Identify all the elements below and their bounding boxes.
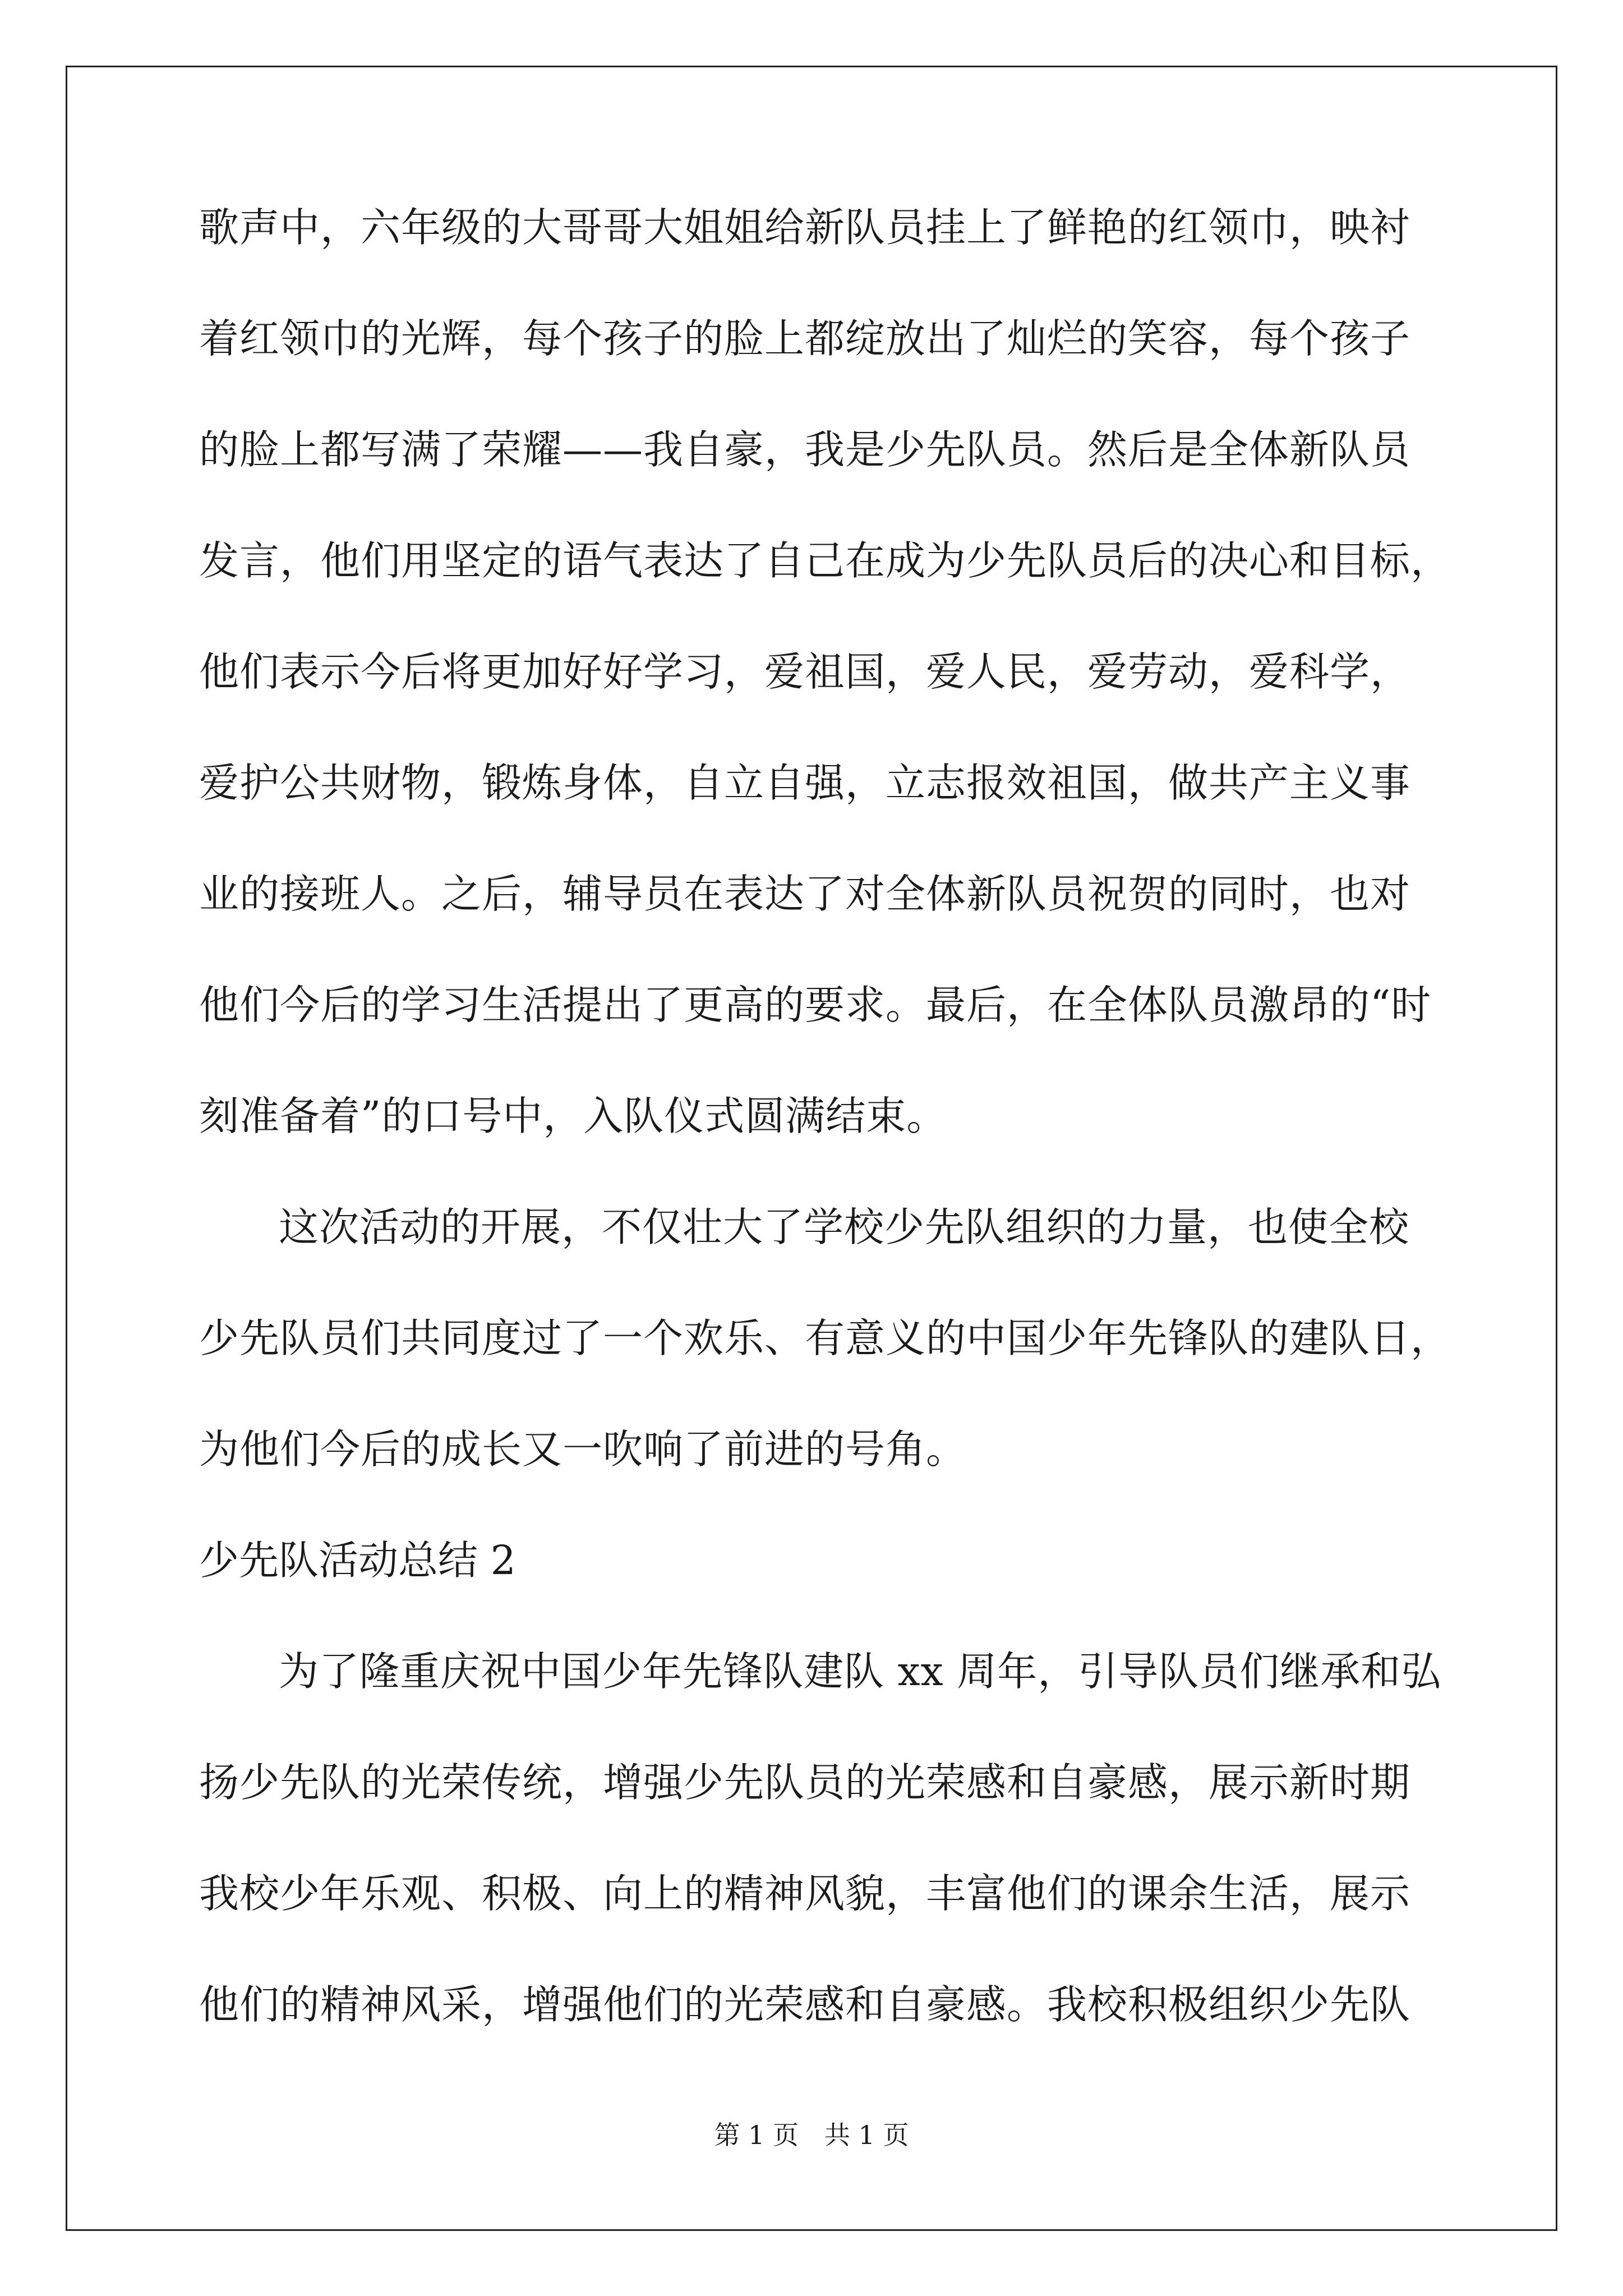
text-line: 扬少先队的光荣传统，增强少先队员的光荣感和自豪感，展示新时期 xyxy=(199,1759,1411,1806)
text-line: 少先队员们共同度过了一个欢乐、有意义的中国少年先锋队的建队日， xyxy=(199,1315,1451,1361)
text-line: 为他们今后的成长又一吹响了前进的号角。 xyxy=(199,1426,967,1473)
paragraph-start-line: 为了隆重庆祝中国少年先锋队建队 xx 周年，引导队员们继承和弘 xyxy=(279,1648,1442,1695)
text-line: 业的接班人。之后，辅导员在表达了对全体新队员祝贺的同时，也对 xyxy=(199,871,1411,917)
section-heading: 少先队活动总结 2 xyxy=(199,1537,516,1584)
document-body xyxy=(199,202,1451,2090)
text-line: 的脸上都写满了荣耀——我自豪，我是少先队员。然后是全体新队员 xyxy=(199,426,1411,473)
paragraph-start-line: 这次活动的开展，不仅壮大了学校少先队组织的力量，也使全校 xyxy=(279,1204,1410,1250)
text-line: 我校少年乐观、积极、向上的精神风貌，丰富他们的课余生活，展示 xyxy=(199,1870,1411,1917)
text-line: 他们表示今后将更加好好学习，爱祖国，爱人民，爱劳动，爱科学， xyxy=(199,648,1411,695)
text-line: 着红领巾的光辉，每个孩子的脸上都绽放出了灿烂的笑容，每个孩子 xyxy=(199,315,1411,362)
text-line: 他们的精神风采，增强他们的光荣感和自豪感。我校积极组织少先队 xyxy=(199,1981,1411,2028)
text-line: 爱护公共财物，锻炼身体，自立自强，立志报效祖国，做共产主义事 xyxy=(199,760,1411,806)
text-line: 他们今后的学习生活提出了更高的要求。最后，在全体队员激昂的“时 xyxy=(199,982,1432,1028)
page-number-footer: 第 1 页 共 1 页 xyxy=(714,2120,909,2150)
text-line: 发言，他们用坚定的语气表达了自己在成为少先队员后的决心和目标， xyxy=(199,537,1451,584)
text-line: 歌声中，六年级的大哥哥大姐姐给新队员挂上了鲜艳的红领巾，映衬 xyxy=(199,204,1411,251)
text-line: 刻准备着”的口号中，入队仪式圆满结束。 xyxy=(199,1093,947,1139)
